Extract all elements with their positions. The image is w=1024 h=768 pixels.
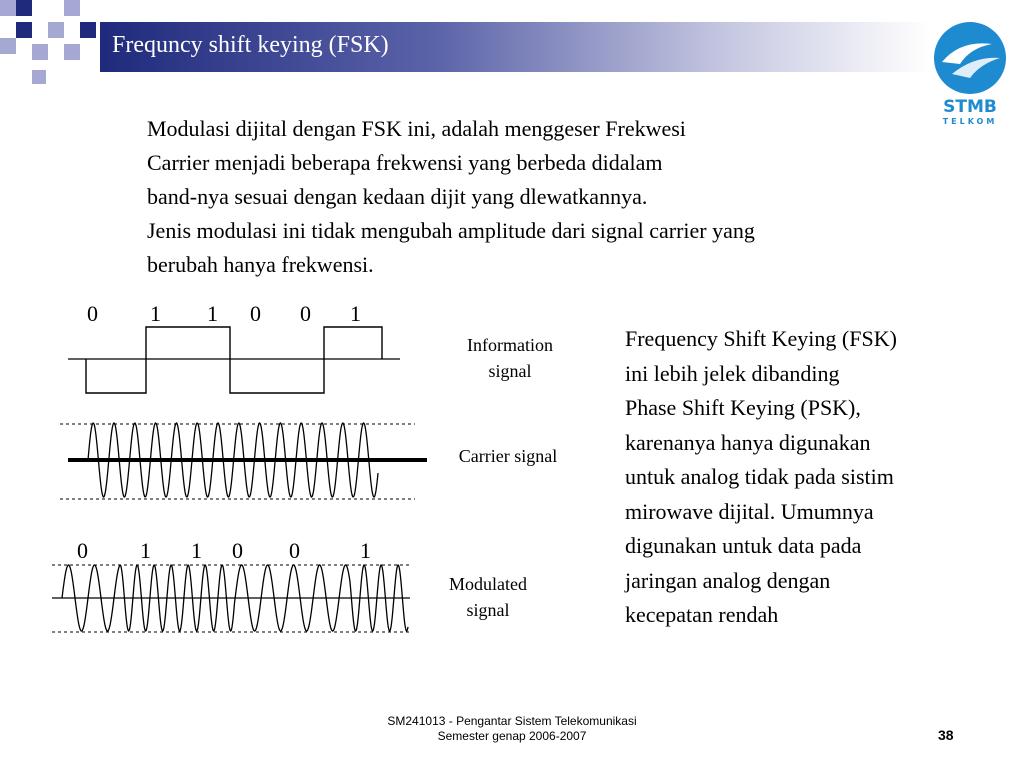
modulated-signal-label: Modulated signal (449, 574, 527, 620)
side-line: ini lebih jelek dibanding (625, 360, 840, 386)
side-line: mirowave dijital. Umumnya (625, 498, 874, 524)
intro-line: Carrier menjadi beberapa frekwensi yang berbeda didalam (147, 150, 663, 175)
info-bit-label: 0 (87, 301, 98, 326)
svg-text:STMB: STMB (943, 97, 997, 117)
mod-bit-label: 0 (289, 538, 300, 563)
info-bit-label: 0 (250, 301, 261, 326)
information-signal (86, 327, 382, 393)
side-line: digunakan untuk data pada (625, 533, 862, 558)
info-bit-label: 0 (300, 301, 311, 326)
slide-title: Frequncy shift keying (FSK) (112, 32, 389, 58)
footer-course: SM241013 - Pengantar Sistem Telekomunikasi (387, 714, 637, 728)
footer-semester: Semester genap 2006-2007 (437, 729, 587, 743)
side-line: Frequency Shift Keying (FSK) (625, 326, 897, 351)
page-number: 38 (938, 727, 954, 743)
info-bit-label: 1 (150, 301, 161, 326)
intro-line: band-nya sesuai dengan kedaan dijit yang dlewatkannya. (147, 184, 648, 209)
mod-bit-label: 0 (232, 538, 243, 563)
info-bit-label: 1 (207, 301, 218, 326)
info-bit-label: 1 (350, 301, 361, 326)
side-line: jaringan analog dengan (625, 567, 831, 593)
intro-line: Modulasi dijital dengan FSK ini, adalah menggeser Frekwesi (147, 116, 686, 141)
intro-line: berubah hanya frekwensi. (147, 252, 374, 277)
mod-bit-label: 0 (77, 538, 88, 563)
mod-bit-label: 1 (360, 538, 371, 563)
side-line: karenanya hanya digunakan (625, 429, 871, 455)
carrier-signal-label: Carrier signal (458, 446, 558, 466)
svg-text:TELKOM: TELKOM (942, 117, 998, 126)
side-line: kecepatan rendah (625, 602, 779, 627)
side-line: Phase Shift Keying (PSK), (625, 395, 861, 420)
mod-bit-label: 1 (140, 538, 151, 563)
footer (0, 714, 1024, 744)
mod-bit-label: 1 (191, 538, 202, 563)
side-line: untuk analog tidak pada sistim (625, 464, 894, 489)
information-signal-label: Information signal (467, 335, 553, 381)
intro-line: Jenis modulasi ini tidak mengubah amplitude dari signal carrier yang (147, 218, 755, 243)
